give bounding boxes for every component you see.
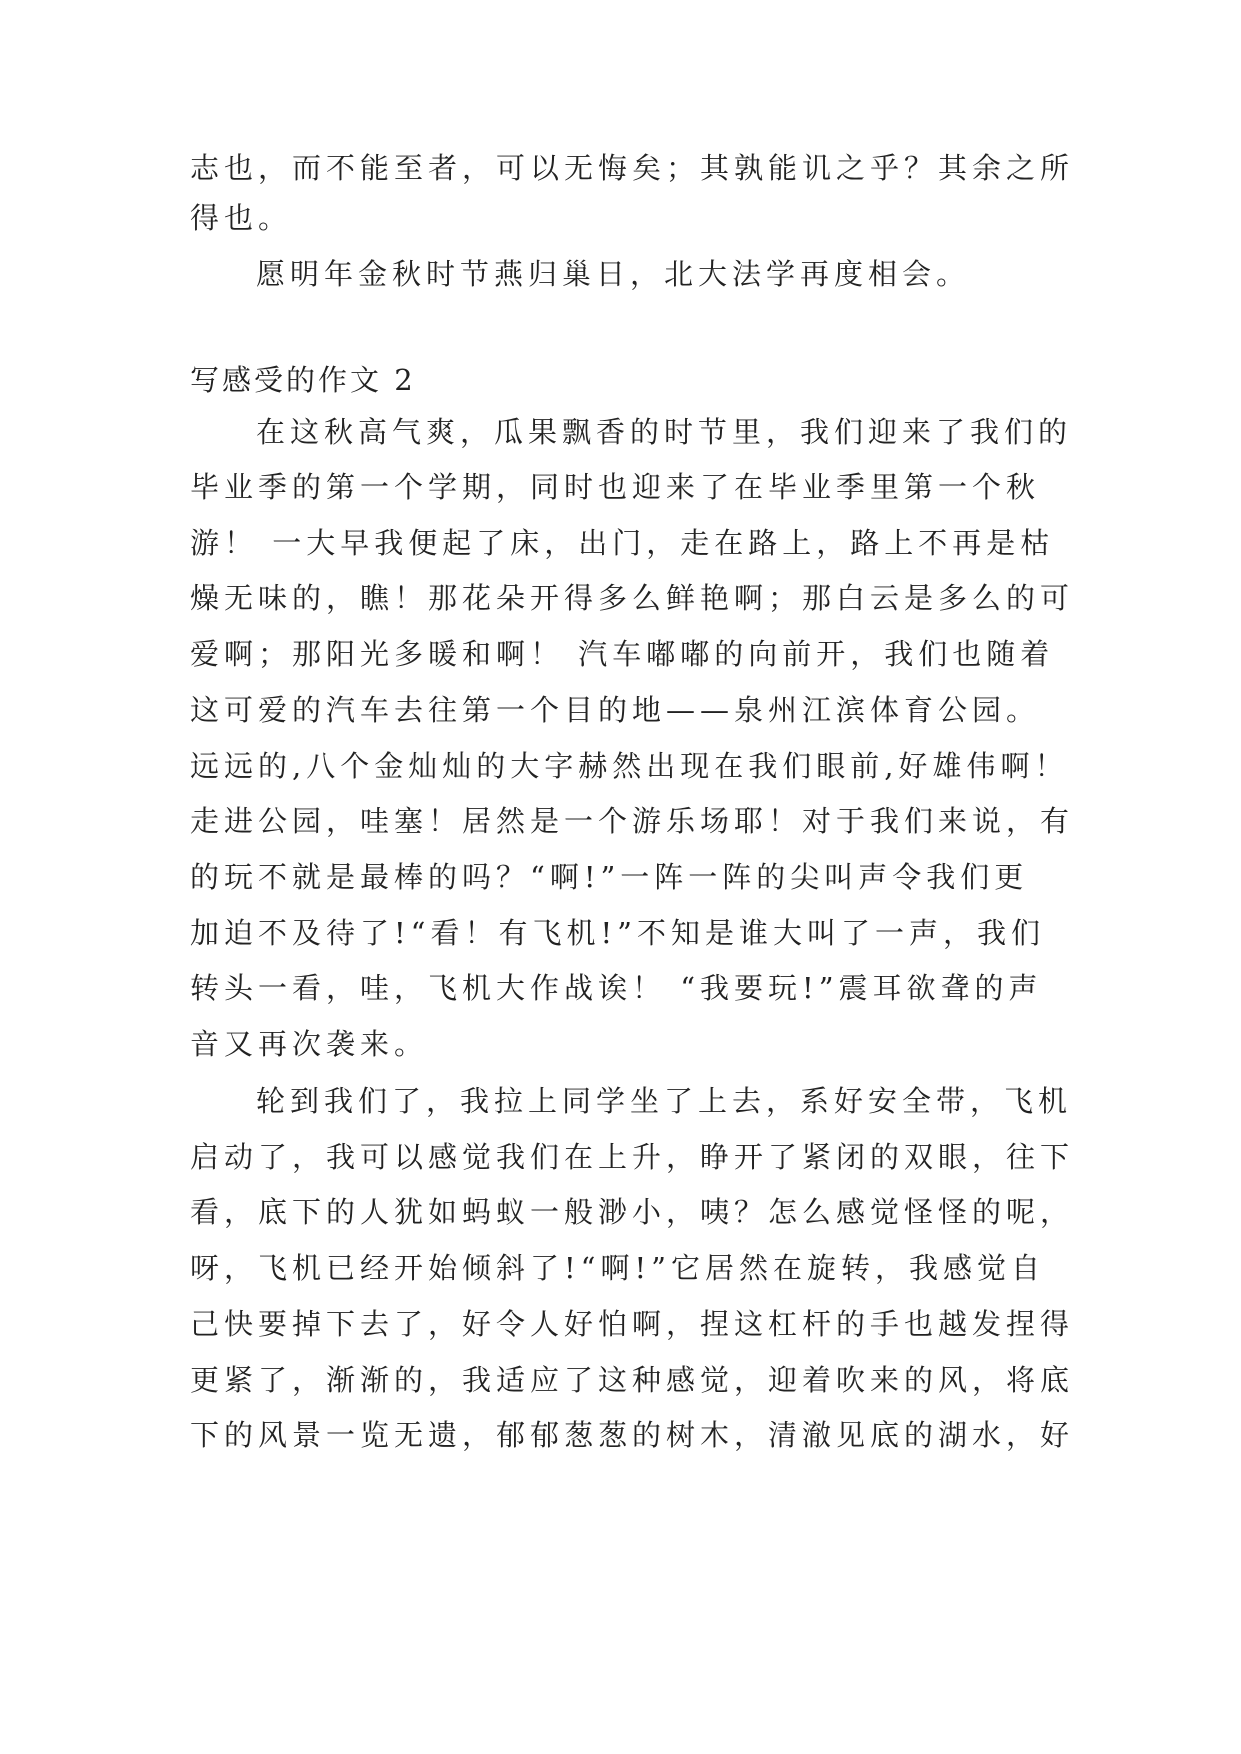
paragraph-line: 转头一看，哇，飞机大作战诶！ “我要玩!”震耳欲聋的声	[190, 971, 1043, 1005]
section-heading: 写感受的作文 2	[190, 363, 416, 397]
paragraph-line: 下的风景一览无遗，郁郁葱葱的树木，清澈见底的湖水，好	[190, 1418, 1075, 1452]
paragraph-line: 轮到我们了，我拉上同学坐了上去，系好安全带，飞机	[256, 1084, 1073, 1118]
paragraph-line: 走进公园，哇塞！居然是一个游乐场耶！对于我们来说，有	[190, 804, 1075, 838]
paragraph-line: 更紧了，渐渐的，我适应了这种感觉，迎着吹来的风，将底	[190, 1363, 1075, 1397]
paragraph-line: 远远的,八个金灿灿的大字赫然出现在我们眼前,好雄伟啊！	[190, 749, 1069, 783]
paragraph-line: 呀，飞机已经开始倾斜了!“啊!”它居然在旋转，我感觉自	[190, 1251, 1045, 1285]
paragraph-line: 得也。	[190, 201, 293, 235]
paragraph-line: 爱啊；那阳光多暖和啊！ 汽车嘟嘟的向前开，我们也随着	[190, 637, 1055, 671]
paragraph-line: 志也，而不能至者，可以无悔矣；其孰能讥之乎？其余之所	[190, 151, 1075, 185]
paragraph-line: 看，底下的人犹如蚂蚁一般渺小，咦？怎么感觉怪怪的呢，	[190, 1195, 1075, 1229]
paragraph-line: 燥无味的，瞧！那花朵开得多么鲜艳啊；那白云是多么的可	[190, 581, 1075, 615]
paragraph-line: 己快要掉下去了，好令人好怕啊，捏这杠杆的手也越发捏得	[190, 1307, 1075, 1341]
paragraph-line: 音又再次袭来。	[190, 1027, 429, 1061]
paragraph-line: 愿明年金秋时节燕归巢日，北大法学再度相会。	[256, 257, 971, 291]
paragraph-line: 的玩不就是最棒的吗？“啊!”一阵一阵的尖叫声令我们更	[190, 860, 1029, 894]
paragraph-line: 加迫不及待了!“看！有飞机!”不知是谁大叫了一声，我们	[190, 916, 1045, 950]
paragraph-line: 毕业季的第一个学期，同时也迎来了在毕业季里第一个秋	[190, 470, 1041, 504]
paragraph-line: 游！ 一大早我便起了床，出门，走在路上，路上不再是枯	[190, 526, 1055, 560]
paragraph-line: 启动了，我可以感觉我们在上升，睁开了紧闭的双眼，往下	[190, 1140, 1075, 1174]
paragraph-line: 这可爱的汽车去往第一个目的地——泉州江滨体育公园。	[190, 693, 1041, 727]
paragraph-line: 在这秋高气爽，瓜果飘香的时节里，我们迎来了我们的	[256, 415, 1073, 449]
